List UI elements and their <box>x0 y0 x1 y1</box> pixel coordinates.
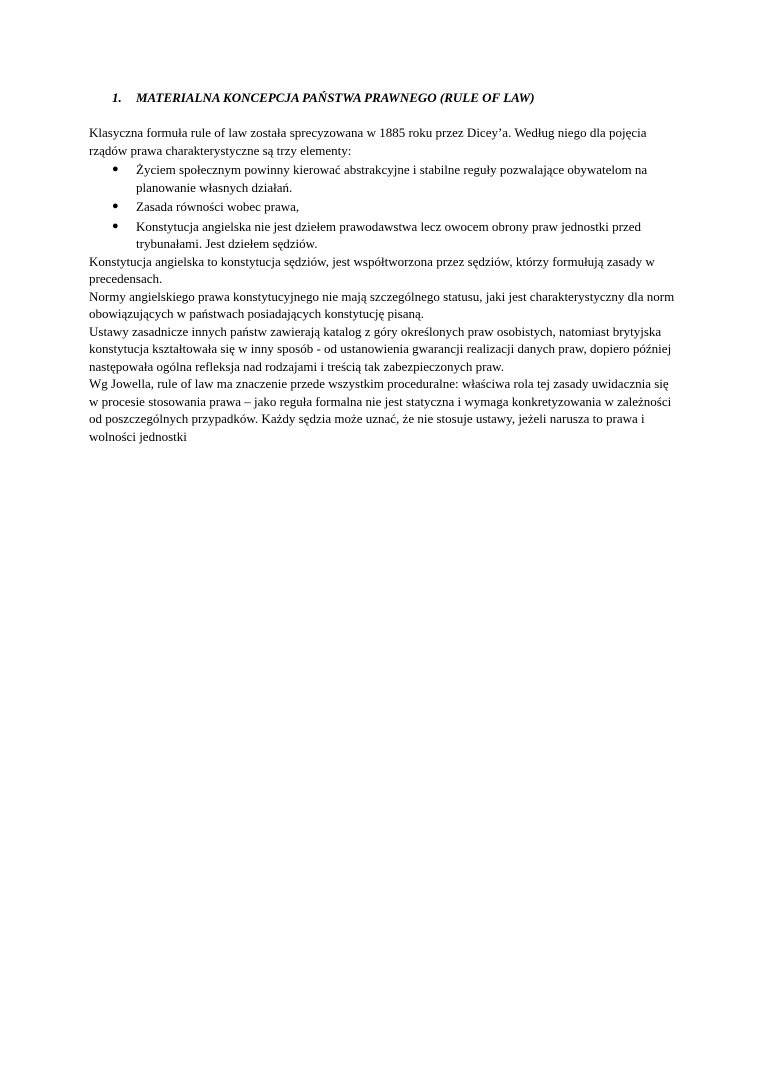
paragraph-line: Ustawy zasadnicze innych państw zawierają katalog z góry określonych praw osobistych, natomiast brytyjska <box>89 323 662 339</box>
list-item <box>89 161 659 196</box>
intro-line: Klasyczna formuła rule of law została sprecyzowana w 1885 roku przez Dicey’a. Według niego dla pojęcia <box>89 125 647 140</box>
list-item-line: Zasada równości wobec prawa, <box>136 199 300 214</box>
paragraph-line: precedensach. <box>89 271 163 286</box>
list-item-line: trybunałami. Jest dziełem sędziów. <box>136 236 318 251</box>
section-heading <box>112 90 535 106</box>
list-item-line: Konstytucja angielska nie jest dziełem prawodawstwa lecz owocem obrony praw jednostki przed <box>136 218 642 234</box>
paragraph-line: wolności jednostki <box>89 428 187 444</box>
bullet-icon: ● <box>112 200 119 212</box>
paragraph-line: od poszczególnych przypadków. Każdy sędzia może uznać, że nie stosuje ustawy, jeżeli narusza to prawa i <box>89 411 645 426</box>
intro-line: rządów prawa charakterystyczne są trzy elementy: <box>89 142 352 158</box>
list-item <box>89 198 659 216</box>
section-title: MATERIALNA KONCEPCJA PAŃSTWA PRAWNEGO (RULE OF LAW) <box>136 90 535 105</box>
paragraph-line: Normy angielskiego prawa konstytucyjnego nie mają szczególnego statusu, jaki jest charakterystyczny dla norm <box>89 288 675 304</box>
elements-list <box>89 161 659 253</box>
paragraph-line: w procesie stosowania prawa – jako reguła formalna nie jest statyczna i wymaga konkretyzowania w zależności <box>89 393 672 409</box>
paragraph-line: konstytucja kształtowała się w inny sposób - od ustanowienia gwarancji realizacji danych praw, dopiero później <box>89 341 672 356</box>
document-body <box>89 124 675 445</box>
intro-paragraph <box>89 124 659 159</box>
list-item-line: planowanie własnych działań. <box>136 179 293 195</box>
bullet-icon: ● <box>112 163 119 175</box>
paragraph-line: Konstytucja angielska to konstytucja sędziów, jest współtworzona przez sędziów, którzy formułują zasady w <box>89 253 655 269</box>
paragraph-line: obowiązujących w państwach posiadających konstytucję pisaną. <box>89 306 424 321</box>
paragraph <box>89 288 675 323</box>
list-item-line: Życiem społecznym powinny kierować abstrakcyjne i stabilne reguły pozwalające obywatelom na <box>136 162 648 177</box>
paragraph <box>89 253 659 288</box>
paragraph <box>89 323 672 376</box>
section-number: 1. <box>112 90 122 105</box>
bullet-icon: ● <box>112 219 119 232</box>
paragraph <box>89 375 672 445</box>
list-item <box>89 218 659 253</box>
paragraph-line: Wg Jowella, rule of law ma znaczenie przede wszystkim proceduralne: właściwa rola tej zasady uwidacznia się <box>89 376 669 391</box>
paragraph-line: następowała ogólna refleksja nad rodzajami i treścią tak zabezpieczonych praw. <box>89 358 504 374</box>
